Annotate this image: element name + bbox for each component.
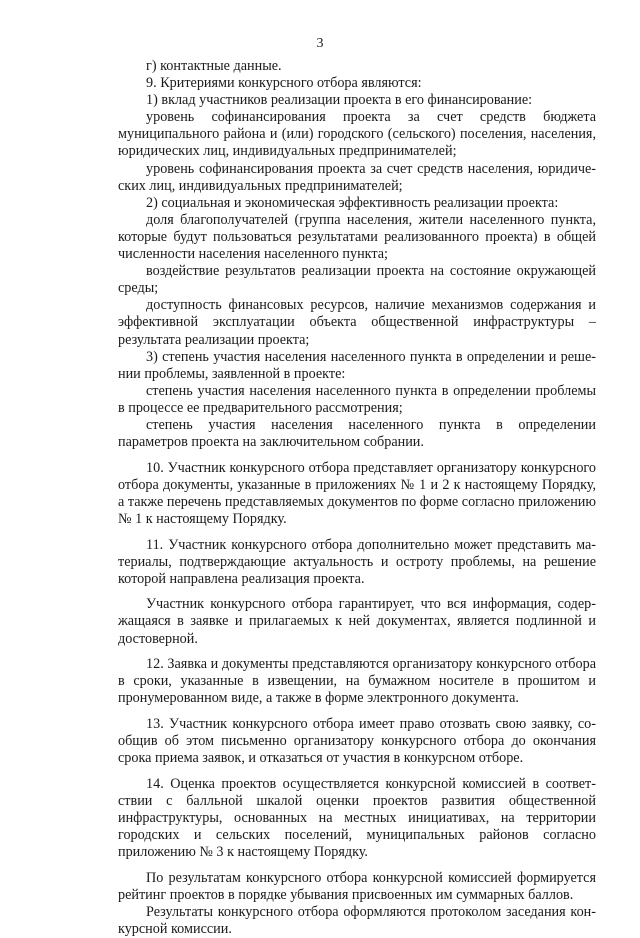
clause-11-guarantee: Участник конкурсного отбора гарантирует, что вся информация, содержащаяся в заявке и прилагаемых к ней документах, является подлинной и достоверной.	[118, 596, 596, 647]
criterion-1-heading: 1) вклад участников реализации проекта в его финансирование:	[146, 92, 533, 109]
clause-14-rating: По результатам конкурсного отбора конкурсной комиссией формируется рейтинг проектов в порядке убывания присвоенных им суммарных баллов.	[118, 869, 596, 903]
clause-11: 11. Участник конкурсного отбора дополнительно может представить материалы, подтверждающие актуальность и остроту проблемы, на решение которой направлена реализация проекта.	[118, 536, 596, 587]
clause-14: 14. Оценка проектов осуществляется конкурсной комиссией в соответствии с балльной шкалой оценки проектов развития общественной инфраструктуры, основанных на местных инициативах, на территории городских и сельских поселений, муниципальных районов согласно приложению № 3 к настоящему Порядку.	[118, 775, 596, 861]
clause-10: 10. Участник конкурсного отбора представляет организатору конкурсного отбора документы, указанные в приложениях № 1 и 2 к настоящему Порядку, а также перечень представляемых документов по форме согласно приложению № 1 к настоящему Порядку.	[118, 459, 596, 527]
criterion-1-population-cofinancing: уровень софинансирования проекта за счет средств населения, юридических лиц, индивидуальных предпринимателей;	[118, 160, 596, 194]
criterion-3-parameters: степень участия населения населенного пункта в определении параметров проекта на заключительном собрании.	[118, 416, 596, 451]
criterion-1-budget-cofinancing: уровень софинансирования проекта за счет средств бюджета муниципального района и (или) городского (сельского) поселения, населения, юридических лиц, индивидуальных предпринимателей;	[118, 109, 596, 160]
item-g-contacts: г) контактные данные.	[146, 58, 282, 74]
criterion-2-heading: 2) социальная и экономическая эффективность реализации проекта:	[146, 194, 559, 211]
document-body	[118, 58, 596, 938]
clause-9-heading: 9. Критериями конкурсного отбора являются:	[146, 75, 422, 92]
clause-14-protocol: Результаты конкурсного отбора оформляются протоколом заседания конкурсной комиссии.	[118, 903, 596, 937]
criterion-2-beneficiaries: доля благополучателей (группа населения, жители населенного пункта, которые будут пользоваться результатами реализованного проекта) в общей численности населения населенного пункта;	[118, 211, 596, 263]
criterion-2-environment: воздействие результатов реализации проекта на состояние окружающей среды;	[118, 263, 596, 297]
clause-12: 12. Заявка и документы представляются организатору конкурсного отбора в сроки, указанные в извещении, на бумажном носителе в прошитом и пронумерованном виде, а также в форме электронного документа.	[118, 656, 596, 707]
criterion-3-problem-definition: степень участия населения населенного пункта в определении проблемы в процессе ее предварительного рассмотрения;	[118, 382, 596, 416]
criterion-3-heading: 3) степень участия населения населенного пункта в определении и решении проблемы, заявленной в проекте:	[118, 348, 596, 382]
page-number: 3	[316, 36, 324, 51]
criterion-2-financial-resources: доступность финансовых ресурсов, наличие механизмов содержания и эффективной эксплуатации объекта общественной инфраструктуры – результата реализации проекта;	[118, 297, 596, 348]
clause-13: 13. Участник конкурсного отбора имеет право отозвать свою заявку, сообщив об этом письменно организатору конкурсного отбора до окончания срока приема заявок, и отказаться от участия в конкурсном отборе.	[118, 715, 596, 767]
